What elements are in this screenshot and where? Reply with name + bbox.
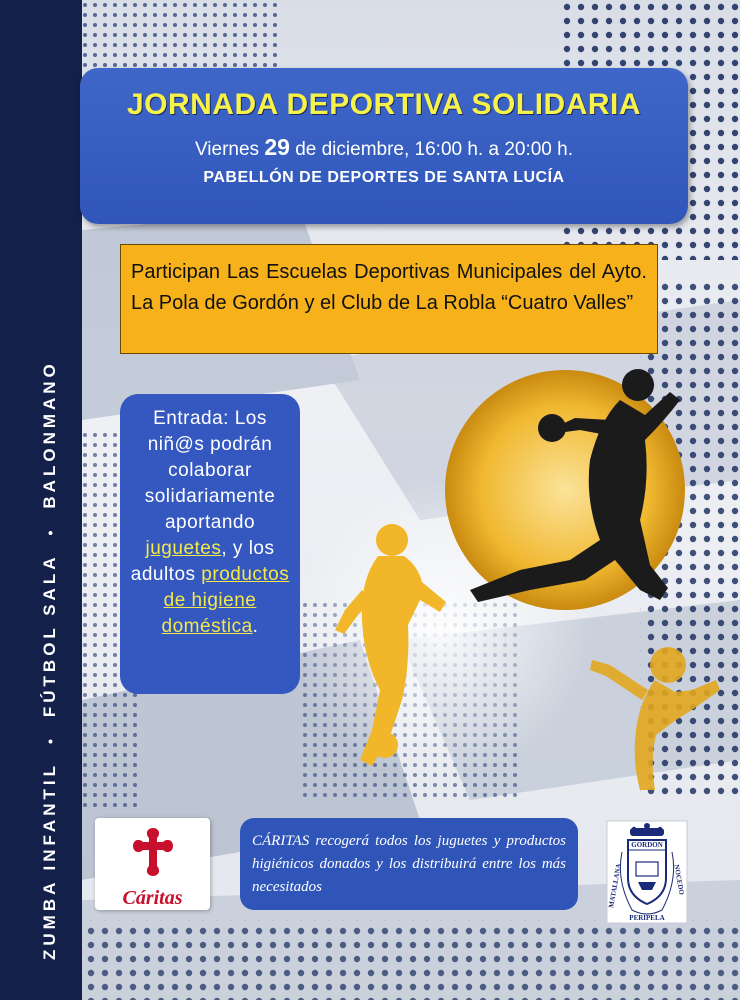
side-item-futbol: FÚTBOL SALA: [40, 553, 59, 718]
entry-highlight-hygiene: productos de higiene doméstica: [161, 564, 290, 637]
side-item-balonmano: BALONMANO: [40, 360, 59, 509]
side-separator: •: [42, 735, 58, 745]
crest-label-left: MATALLANA: [607, 862, 623, 909]
entry-highlight-toys: juguetes: [145, 538, 222, 559]
entry-text-3: .: [252, 616, 259, 637]
entry-box: [120, 394, 300, 694]
entry-text-1: Entrada: Los niñ@s podrán colaborar solidariamente aportando: [144, 408, 276, 533]
event-venue: PABELLÓN DE DEPORTES DE SANTA LUCÍA: [203, 169, 565, 186]
municipal-crest-icon: [606, 820, 688, 924]
event-date: [80, 134, 688, 161]
caritas-logo: [95, 818, 210, 910]
title-box: [80, 68, 688, 224]
caritas-cross-logo-icon: [123, 824, 183, 880]
side-separator: •: [42, 526, 58, 536]
entry-text-2: , y los adultos: [130, 538, 275, 585]
caritas-logo-text: Cáritas: [122, 887, 183, 909]
side-banner: [40, 40, 60, 960]
crest-label-right: NOCEDO: [672, 863, 686, 896]
participants-box: [120, 244, 658, 354]
crest-label-top: GORDON: [631, 841, 663, 849]
date-day: 29: [264, 134, 290, 160]
event-title: JORNADA DEPORTIVA SOLIDARIA: [126, 88, 642, 121]
participants-text: Participan Las Escuelas Deportivas Municipales del Ayto. La Pola de Gordón y el Club de La Robla “Cuatro Valles”: [131, 261, 647, 314]
date-suffix: de diciembre, 16:00 h. a 20:00 h.: [289, 139, 574, 160]
date-prefix: Viernes: [194, 139, 265, 160]
side-item-zumba: ZUMBA INFANTIL: [40, 762, 59, 960]
caritas-note: CÁRITAS recogerá todos los juguetes y productos higiénicos donados y los distribuirá entre los más necesitados: [240, 818, 578, 910]
crest-label-bottom: PERIPELA: [629, 914, 665, 922]
